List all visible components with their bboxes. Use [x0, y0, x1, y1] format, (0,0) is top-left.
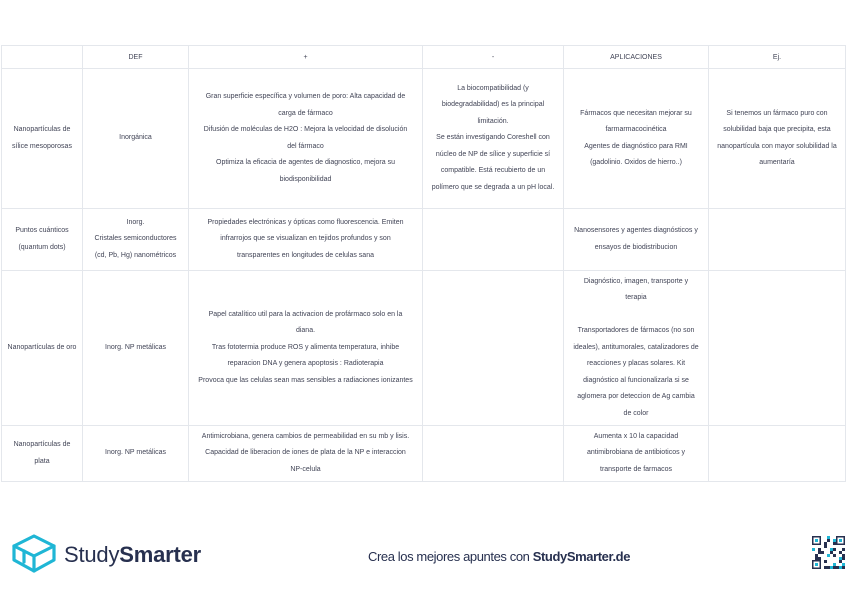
studysmarter-logo-icon — [10, 533, 58, 575]
table-row — [2, 271, 846, 426]
column-header: Ej. — [709, 46, 846, 69]
table-cell-ej — [709, 271, 846, 426]
cell-line: terapia — [625, 294, 647, 302]
cell-line: Se están investigando Coreshell con — [436, 134, 550, 142]
cell-line: Capacidad de liberacion de iones de plata de la NP e interaccion — [205, 449, 406, 457]
cell-line: Transportadores de fármacos (no son — [577, 327, 695, 335]
cell-line: biodegradabilidad) es la principal — [441, 101, 545, 109]
cell-line: plata — [34, 457, 50, 465]
brand-part-study: Study — [64, 542, 120, 567]
table-cell-apps — [564, 426, 709, 482]
cell-line: reparacion DNA y genera apoptosis : Radioterapia — [227, 360, 384, 368]
cell-line: transparentes en longitudes de celulas sana — [237, 251, 374, 259]
cell-line: compatible. Está recubierto de un — [440, 167, 546, 175]
cell-line: Si tenemos un fármaco puro con — [726, 109, 828, 117]
table-cell-minus — [423, 69, 564, 209]
cell-line: aumentaría — [759, 159, 795, 166]
cell-line: farmarmacocinética — [605, 126, 667, 133]
cell-line: transporte de farmacos — [600, 465, 672, 473]
column-header: DEF — [83, 46, 189, 69]
cell-line: Provoca que las celulas sean mas sensibles a radiaciones ionizantes — [198, 376, 413, 384]
cell-line: reacciones y placas solares. Kit — [586, 360, 686, 368]
cell-line: (gadolinio. Oxidos de hierro..) — [590, 159, 682, 166]
table-cell-def — [83, 271, 189, 426]
cell-line: Optimiza la eficacia de agentes de diagnostico, mejora su — [216, 159, 395, 166]
cell-line: Nanopartículas de — [13, 126, 71, 133]
cell-line: Gran superficie específica y volumen de poro: Alta capacidad de — [205, 93, 406, 100]
cell-line: sílice mesoporosas — [12, 142, 72, 150]
cell-line: Diagnóstico, imagen, transporte y — [583, 277, 689, 285]
cell-line: (quantum dots) — [18, 243, 66, 251]
table-cell-apps — [564, 271, 709, 426]
brand-name — [64, 542, 201, 568]
table-cell-name — [2, 426, 83, 482]
column-header: APLICACIONES — [564, 46, 709, 69]
cell-line: Aumenta x 10 la capacidad — [593, 432, 679, 440]
footer — [0, 525, 848, 585]
cell-line: NP-celula — [290, 465, 321, 473]
table-row — [2, 209, 846, 271]
cell-line: Papel catalítico util para la activacion de profármaco solo en la — [208, 310, 403, 318]
cell-line: Difusión de moléculas de H2O : Mejora la velocidad de disolución — [203, 126, 408, 133]
cell-line: Puntos cuánticos — [15, 227, 69, 234]
cell-line: Nanosensores y agentes diagnósticos y — [574, 227, 698, 234]
table-cell-minus — [423, 426, 564, 482]
cell-line: Antimicrobiana, genera cambios de permeabilidad en su mb y lisis. — [201, 432, 410, 440]
cell-line: polímero que se degrada a un pH local. — [431, 183, 555, 191]
table-cell-ej — [709, 209, 846, 271]
cell-line: Inorg. — [126, 218, 145, 226]
table-row — [2, 426, 846, 482]
cell-line: Inorg. NP metálicas — [105, 449, 166, 457]
cell-line: núcleo de NP de sílice y superficie sí — [435, 150, 551, 158]
cell-line: diana. — [295, 327, 316, 335]
cell-line: nanopartícula con mayor solubilidad la — [717, 142, 837, 150]
table-body — [2, 69, 846, 482]
cell-line: limitación. — [477, 117, 509, 125]
cell-line: (cd, Pb, Hg) nanométricos — [94, 251, 177, 259]
header-row — [2, 46, 846, 69]
tagline-link[interactable]: StudySmarter.de — [532, 549, 631, 564]
cell-line: aglomera por deteccion de Ag cambia — [577, 393, 695, 401]
table-cell-plus — [189, 209, 423, 271]
cell-line — [568, 307, 704, 324]
cell-line: ideales), antitumorales, catalizadores de — [573, 343, 699, 351]
cell-line: de color — [623, 409, 649, 417]
table-cell-plus — [189, 271, 423, 426]
cell-line: Nanopartículas de oro — [7, 343, 77, 351]
column-header: + — [189, 46, 423, 69]
table-row — [2, 69, 846, 209]
table-cell-name — [2, 209, 83, 271]
cell-line: Inorg. NP metálicas — [105, 343, 166, 351]
cell-line: ensayos de biodistribucion — [594, 243, 678, 251]
cell-line: Agentes de diagnóstico para RMI — [584, 142, 688, 150]
cell-line: biodisponibilidad — [279, 175, 332, 183]
table-cell-def — [83, 426, 189, 482]
column-header: - — [423, 46, 564, 69]
cell-line: del fármaco — [287, 142, 324, 150]
brand-part-smarter: Smarter — [119, 542, 202, 567]
table-cell-minus — [423, 271, 564, 426]
table-cell-def — [83, 69, 189, 209]
table-cell-name — [2, 69, 83, 209]
cell-line: Fármacos que necesitan mejorar su — [580, 109, 692, 117]
table-cell-plus — [189, 69, 423, 209]
cell-line: carga de fármaco — [278, 109, 333, 117]
table-cell-plus — [189, 426, 423, 482]
table-cell-apps — [564, 69, 709, 209]
cell-line: Inorgánica — [119, 134, 152, 142]
table-cell-def — [83, 209, 189, 271]
qr-code-icon — [812, 536, 845, 569]
table-cell-apps — [564, 209, 709, 271]
table-cell-ej — [709, 426, 846, 482]
cell-line: Nanopartículas de — [13, 441, 71, 448]
cell-line: La biocompatibilidad (y — [457, 84, 529, 92]
table-cell-ej — [709, 69, 846, 209]
column-header — [2, 46, 83, 69]
footer-tagline — [368, 549, 630, 564]
comparison-table — [1, 45, 846, 482]
cell-line: Cristales semiconductores — [94, 235, 177, 243]
cell-line: diagnóstico al funcionalizarla si se — [583, 376, 689, 384]
table-cell-name — [2, 271, 83, 426]
cell-line: Propiedades electrónicas y ópticas como fluorescencia. Emiten — [207, 218, 404, 226]
cell-line: infrarrojos que se visualizan en tejidos profundos y son — [220, 235, 391, 243]
cell-line: solubilidad baja que precipita, esta — [723, 126, 831, 133]
table-cell-minus — [423, 209, 564, 271]
cell-line: antimibrobiana de antibioticos y — [586, 449, 686, 457]
cell-line: Tras fototermia produce ROS y alimenta temperatura, inhibe — [211, 343, 400, 351]
tagline-text: Crea los mejores apuntes con — [368, 549, 533, 564]
